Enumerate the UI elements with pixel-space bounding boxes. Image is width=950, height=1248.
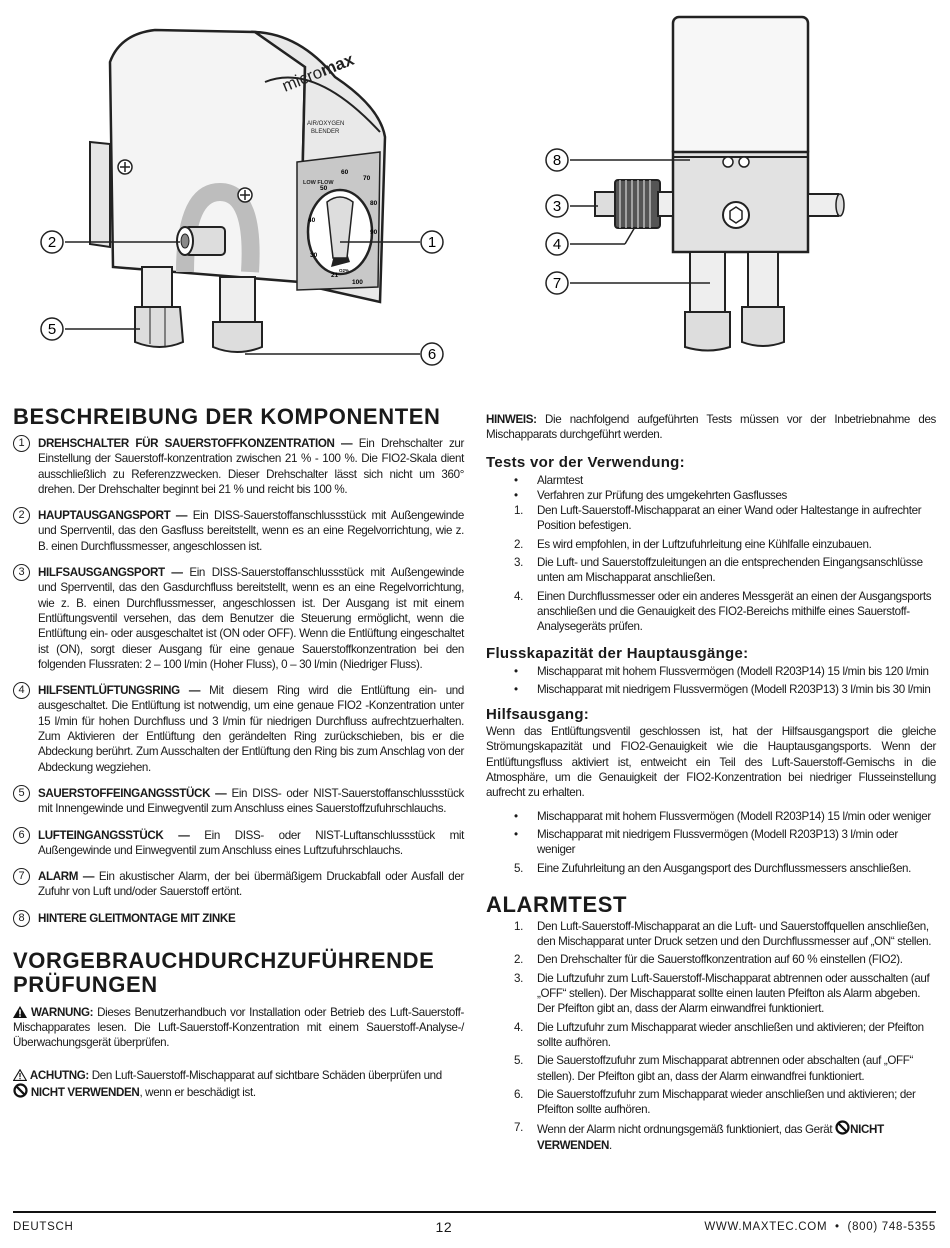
- component-number: 8: [13, 910, 30, 927]
- component-item: [13, 869, 464, 900]
- list-item: 2. Den Drehschalter für die Sauerstoffkonzentration auf 60 % einstellen (FIO2).: [514, 953, 903, 967]
- tests-heading: Tests vor der Verwendung:: [486, 453, 685, 471]
- list-item: 5. Die Sauerstoffzufuhr zum Mischapparat abtrennen oder abschalten (auf „OFF“ stellen). Der Pfeifton gibt an, dass der Alarm einwandfrei funktioniert.: [514, 1054, 914, 1083]
- list-item: • Mischapparat mit niedrigem Flussvermögen (Modell R203P13) 3 l/min bis 30 l/min: [514, 682, 931, 696]
- warning-icon: [13, 1006, 27, 1018]
- component-text: Mit diesem Ring wird die Entlüftung ein- und ausgeschaltet. Die Entlüftung ist notwendig, um eine genaue FIO2 -Konzentration unter 15 l/min für hohen Durchfluss und 3 l/min für niedrigen Durchfluss aufrechtzuerhalten. Zum Aktivieren der Entlüftung den gerändelten Ring zurückschieben, bis er die Abdeckung berührt. Zum Ausschalten der Entlüftung den Ring bis zum Anschlag von der Abdeckung wegziehen.: [38, 684, 464, 774]
- list-item: 7. Wenn der Alarm nicht ordnungsgemäß funktioniert, das Gerät NICHT VERWENDEN.: [514, 1121, 884, 1152]
- blender-back-figure: [540, 12, 860, 357]
- component-item: [13, 565, 464, 672]
- callout-2: 2: [47, 234, 57, 251]
- device-subtitle-1: AIR/OXYGEN: [307, 121, 345, 127]
- list-item: • Mischapparat mit niedrigem Flussvermögen (Modell R203P13) 3 l/min oder weniger: [514, 827, 898, 857]
- dial-number: 21: [331, 272, 339, 279]
- list-item: 2. Es wird empfohlen, in der Luftzufuhrleitung eine Kühlfalle einzubauen.: [514, 537, 872, 551]
- prohibited-icon: [835, 1120, 850, 1135]
- component-text: Ein DISS- oder NIST-Luftanschlussstück mit Außengewinde und Einwegventil zum Anschluss eines Luftzufuhrschlauchs.: [38, 828, 464, 857]
- tests-steps: [514, 503, 936, 634]
- heading-pretest-line-2: PRÜFUNGEN: [13, 971, 158, 997]
- note-label: HINWEIS:: [486, 413, 537, 426]
- heading-pretest-line-1: VORGEBRAUCHDURCHZUFÜHRENDE: [13, 947, 435, 973]
- component-title: HILFSAUSGANGSPORT —: [38, 566, 183, 580]
- aux-step: [514, 861, 936, 876]
- list-item: 1. Den Luft-Sauerstoff-Mischapparat an die Luft- und Sauerstoffquellen anschließen, den Mischapparat unter Druck setzen und den Durchflussmesser auf „ON“ stellen.: [514, 919, 932, 949]
- left-column: [13, 405, 464, 1100]
- flow-heading: Flusskapazität der Hauptausgänge:: [486, 644, 749, 662]
- dial-number: 60: [341, 169, 349, 176]
- component-item: [13, 911, 464, 927]
- brand-micro: micro: [279, 62, 326, 96]
- dial-number: 70: [363, 175, 371, 182]
- do-not-use: NICHT VERWENDEN: [30, 1085, 140, 1099]
- component-item: [13, 828, 464, 859]
- caution-block: [13, 1068, 464, 1101]
- component-text: Ein akustischer Alarm, der bei übermäßigem Druckabfall oder Ausfall der Zufuhr von Luft und/oder Sauerstoff ertönt.: [38, 870, 464, 899]
- caution-tail: , wenn er beschädigt ist.: [139, 1085, 256, 1099]
- component-number: 7: [13, 868, 30, 885]
- page-footer: [13, 1211, 936, 1235]
- warning-block: [13, 1005, 464, 1051]
- footer-language: DEUTSCH: [13, 1221, 74, 1233]
- page-number: 12: [435, 1219, 453, 1235]
- callout-1: 1: [427, 234, 437, 251]
- dial-number: 90: [370, 229, 378, 236]
- dial-number: 50: [320, 185, 328, 192]
- note-text: Die nachfolgend aufgeführten Tests müssen vor der Inbetriebnahme des Mischapparats durchgeführt werden.: [486, 413, 936, 442]
- prohibited-icon: [13, 1083, 28, 1098]
- list-item: • Alarmtest: [514, 473, 583, 487]
- alarm-steps: [514, 919, 936, 1153]
- tests-bullets: [514, 473, 936, 504]
- alarm-heading: ALARMTEST: [486, 891, 628, 917]
- component-item: [13, 683, 464, 775]
- heading-components: BESCHREIBUNG DER KOMPONENTEN: [13, 404, 441, 429]
- callout-4: 4: [552, 236, 562, 253]
- dial-number: 40: [308, 217, 316, 224]
- component-item: [13, 786, 464, 817]
- list-item: 1. Den Luft-Sauerstoff-Mischapparat an einer Wand oder Haltestange in aufrechter Position befestigen.: [514, 504, 922, 533]
- list-item: 4. Einen Durchflussmesser oder ein anderes Messgerät an einen der Ausgangsports anschließen und die Genauigkeit des FIO2-Bereichs mithilfe eines Sauerstoff-Analysegeräts prüfen.: [514, 589, 932, 634]
- callout-7: 7: [552, 275, 562, 292]
- caution-text: Den Luft-Sauerstoff-Mischapparat auf sichtbare Schäden überprüfen und: [91, 1068, 442, 1082]
- component-title: SAUERSTOFFEINGANGSSTÜCK —: [38, 786, 227, 800]
- right-column: [486, 412, 936, 1153]
- component-title: HINTERE GLEITMONTAGE MIT ZINKE: [38, 911, 236, 925]
- list-item: 4. Die Luftzufuhr zum Mischapparat wieder anschließen und aktivieren; der Pfeifton sollte aufhören.: [514, 1020, 924, 1049]
- callout-3: 3: [552, 198, 562, 215]
- list-item: 5. Eine Zufuhrleitung an den Ausgangsport des Durchflussmessers anschließen.: [514, 861, 912, 875]
- dial-number: 80: [370, 200, 378, 207]
- component-text: Ein DISS-Sauerstoffanschlussstück mit Außengewinde und Sperrventil, das den Gasdurchfluss bereitstellt, wenn es an eine Regelvorrichtung, wie z. B. einen Durchflussmesser, angeschlossen ist. Der Ausgang ist mit einem Entlüftungsventil versehen, das dem Benutzer die Steuerung ermöglicht, wenn die Entlüftung ein- oder ausgeschaltet ist (ON oder OFF). Wenn die Entlüftung eingeschaltet ist (ON), sorgt dieser Ausgang für eine genaue Sauerstoffkonzentration bei den folgenden Flussraten: 2 – 100 l/min (Hoher Fluss), 0 – 30 l/min (Niedriger Fluss).: [38, 566, 464, 671]
- list-item: • Mischapparat mit hohem Flussvermögen (Modell R203P14) 15 l/min oder weniger: [514, 809, 931, 823]
- component-number: 5: [13, 785, 30, 802]
- list-item: 6. Die Sauerstoffzufuhr zum Mischapparat wieder anschließen und aktivieren; der Pfeifton sollte aufhören.: [514, 1087, 916, 1117]
- component-title: HILFSENTLÜFTUNGSRING —: [38, 684, 201, 698]
- component-text: Ein DISS- oder NIST-Sauerstoffanschlussstück mit Innengewinde und Einwegventil zum Anschluss eines Sauerstoffzufuhrschlauchs.: [38, 786, 464, 816]
- dial-number: 100: [352, 279, 363, 286]
- warning-text: Dieses Benutzerhandbuch vor Installation oder Betrieb des Luft-Sauerstoff-Mischapparates lesen. Die Luft-Sauerstoff-Konzentration mit einem Sauerstoff-Analyse-/Überwachungsgerät überprüfen.: [13, 1005, 464, 1050]
- component-title: LUFTEINGANGSSTÜCK —: [38, 828, 190, 842]
- dial-number: 30: [310, 252, 318, 259]
- list-item: • Mischapparat mit hohem Flussvermögen (Modell R203P14) 15 l/min bis 120 l/min: [514, 664, 929, 678]
- caution-label: ACHUTNG:: [29, 1068, 89, 1082]
- component-text: Ein Drehschalter zur Einstellung der Sauerstoff-konzentration zwischen 21 % - 100 %. Die FIO2-Skala dient ausschließlich zu Referenzzwecken. Dieser Drehschalter lässt sich nicht um 360° drehen. Der Drehschalter beginnt bei 21 % und reicht bis 100 %.: [38, 437, 464, 496]
- warning-label: WARNUNG:: [30, 1005, 94, 1019]
- component-title: DREHSCHALTER FÜR SAUERSTOFFKONZENTRATION —: [38, 437, 353, 450]
- callout-8: 8: [552, 152, 562, 169]
- callout-6: 6: [427, 346, 437, 363]
- component-number: 6: [13, 827, 30, 844]
- component-text: Ein DISS-Sauerstoffanschlussstück mit Außengewinde und Sperrventil, das den Gasfluss bereitstellt, wenn es an eine Regelvorrichtung, wie z. B. einen Durchflussmesser, angeschlossen ist.: [38, 509, 464, 553]
- heading-pretest: [13, 949, 464, 997]
- component-number: 2: [13, 507, 30, 524]
- component-number: 1: [13, 435, 30, 452]
- component-item: [13, 436, 464, 497]
- aux-heading: Hilfsausgang:: [486, 706, 590, 724]
- list-item: • Verfahren zur Prüfung des umgekehrten Gasflusses: [514, 488, 788, 502]
- component-number: 4: [13, 682, 30, 699]
- blender-front-figure: [35, 22, 455, 372]
- brand-max: max: [317, 49, 357, 81]
- aux-text: Wenn das Entlüftungsventil geschlossen ist, hat der Hilfsausgangsport die gleiche Strömungskapazität und FIO2-Genauigkeit wie die Hauptausgangsports. Wenn der Entlüftungsfluss aktiviert ist, entweicht ein Teil des Luft-Sauerstoff-Gemischs in die Atmosphäre, um die Genauigkeit der FIO2-Konzentration bei niedriger Flusseinstellung aufrecht zu erhalten.: [486, 725, 936, 800]
- footer-contact: WWW.MAXTEC.COM • (800) 748-5355: [704, 1221, 936, 1233]
- component-item: [13, 508, 464, 554]
- device-subtitle-2: BLENDER: [311, 129, 340, 135]
- callout-5: 5: [47, 321, 57, 338]
- list-item: 3. Die Luft- und Sauerstoffzuleitungen an die entsprechenden Eingangsanschlüsse unten am Mischapparat anschließen.: [514, 556, 923, 585]
- component-title: ALARM —: [38, 870, 95, 884]
- list-item: 3. Die Luftzufuhr zum Luft-Sauerstoff-Mischapparat abtrennen oder ausschalten (auf „OFF“ stellen). Der Mischapparat sollte einen lauten Pfeifton als Alarm abgeben. Der Pfeifton gibt an, dass der Alarm einwandfrei funktioniert.: [514, 971, 930, 1016]
- flow-bullets: [514, 664, 936, 698]
- dial-unit: O2%: [339, 268, 350, 273]
- aux-bullets: [514, 809, 936, 858]
- caution-icon: [13, 1069, 27, 1081]
- dial-low-flow: LOW FLOW: [303, 180, 334, 186]
- component-number: 3: [13, 564, 30, 581]
- note-block: [486, 412, 936, 443]
- component-title: HAUPTAUSGANGSPORT —: [38, 509, 188, 523]
